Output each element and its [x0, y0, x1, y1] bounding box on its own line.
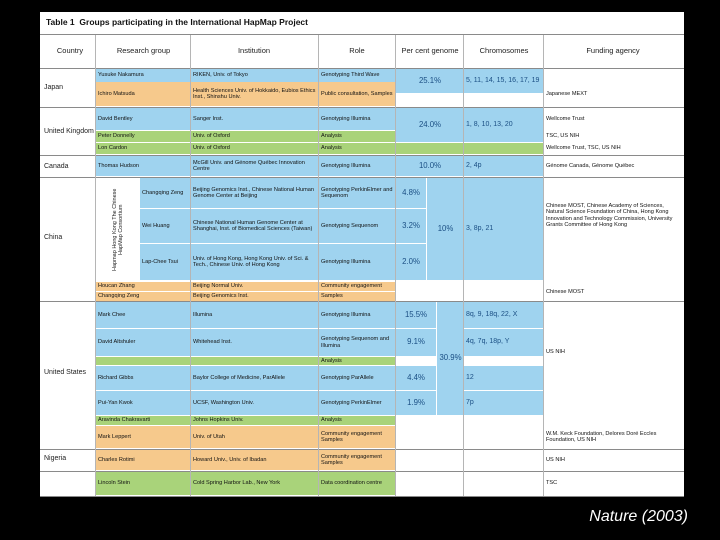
institution-cell: Univ. of Oxford: [191, 131, 318, 142]
role-cell: Genotyping Illumina: [319, 108, 396, 130]
group-cell: David Altshuler: [96, 329, 191, 356]
divider: [40, 449, 684, 450]
group-cell: Changqing Zeng: [96, 292, 191, 301]
percent-cell: 25.1%: [396, 69, 464, 93]
table-title: Table 1 Groups participating in the International HapMap Project: [46, 17, 308, 27]
funding-cell: US NIH: [544, 450, 682, 470]
funding-cell: Chinese MOST, Chinese Academy of Sciences, Natural Science Foundation of China, Hong Kong Innovation and Technology Commission, University Grants Committee of Hong Kong: [544, 202, 682, 264]
divider: [40, 496, 684, 497]
divider: [40, 107, 684, 108]
percent-cell: 24.0%: [396, 108, 464, 142]
header-chromosomes: Chromosomes: [479, 46, 529, 55]
funding-cell: TSC: [544, 472, 682, 495]
group-cell: Thomas Hudson: [96, 156, 191, 176]
institution-cell: Whitehead Inst.: [191, 329, 318, 356]
funding-cell: TSC, US NIH: [544, 131, 682, 142]
header-role: Role: [349, 46, 365, 55]
funding-cell: Japanese MEXT: [544, 82, 682, 106]
role-cell: Genotyping Illumina: [319, 244, 396, 280]
percent-cell: 3.2%: [396, 209, 426, 243]
funding-cell: Wellcome Trust, TSC, US NIH: [544, 143, 682, 154]
role-cell: Genotyping PerkinElmer and Sequenom: [319, 178, 396, 208]
institution-cell: Beijing Normal Univ.: [191, 282, 318, 291]
header-country: Country: [56, 46, 84, 55]
funding-cell: Wellcome Trust: [544, 108, 682, 130]
role-cell: Genotyping Third Wave: [319, 69, 396, 82]
chromosomes-cell: 1, 8, 10, 13, 20: [464, 108, 544, 142]
column-divider: [395, 35, 396, 496]
institution-cell: Univ. of Hong Kong, Hong Kong Univ. of Sci. & Tech., Chinese Univ. of Hong Kong: [191, 244, 318, 280]
role-cell: Community engagement Samples: [319, 426, 396, 448]
percent-cell: 10.0%: [396, 156, 464, 176]
chromosomes-cell: 8q, 9, 18q, 22, X: [464, 302, 544, 328]
group-cell: Peter Donnelly: [96, 131, 191, 142]
divider: [40, 155, 684, 156]
column-divider: [463, 35, 464, 496]
percent-cell: 1.9%: [396, 391, 436, 415]
group-cell: Wei Huang: [140, 209, 191, 243]
country-canada: Canada: [44, 162, 69, 170]
role-cell: Analysis: [319, 416, 396, 425]
institution-cell: Johns Hopkins Univ.: [191, 416, 318, 425]
chromosomes-cell: 12: [464, 366, 544, 390]
percent-cell: 4.4%: [396, 366, 436, 390]
institution-cell: Howard Univ., Univ. of Ibadan: [191, 450, 318, 470]
percent-total-cell: 10%: [427, 178, 464, 280]
country-uk: United Kingdom: [44, 127, 94, 135]
column-divider: [318, 35, 319, 496]
chromosomes-cell: 4q, 7q, 18p, Y: [464, 329, 544, 356]
divider: [40, 68, 684, 69]
role-cell: Genotyping ParAllele: [319, 366, 396, 390]
header-funding-agency: Funding agency: [586, 46, 640, 55]
role-cell: Samples: [319, 292, 396, 301]
column-divider: [95, 35, 96, 496]
group-cell: Changqing Zeng: [140, 178, 191, 208]
funding-cell: Chinese MOST: [544, 284, 682, 300]
role-cell: Analysis: [319, 131, 396, 142]
analysis-fill: [396, 143, 544, 154]
percent-cell: 2.0%: [396, 244, 426, 280]
chromosomes-cell: 5, 11, 14, 15, 16, 17, 19: [464, 69, 544, 93]
country-japan: Japan: [44, 84, 64, 91]
role-cell: Genotyping Illumina: [319, 302, 396, 328]
percent-total-cell: 30.9%: [437, 302, 464, 415]
chromosomes-cell: 3, 8p, 21: [464, 178, 544, 280]
source-credit: Nature (2003): [589, 508, 688, 525]
institution-cell: UCSF, Washington Univ.: [191, 391, 318, 415]
role-cell: Genotyping PerkinElmer: [319, 391, 396, 415]
role-cell: Data coordination centre: [319, 472, 396, 495]
institution-cell: Baylor College of Medicine, ParAllele: [191, 366, 318, 390]
role-cell: Analysis: [319, 357, 396, 365]
group-cell: Lap-Chee Tsui: [140, 244, 191, 280]
column-divider: [190, 35, 191, 496]
role-cell: Genotyping Illumina: [319, 156, 396, 176]
divider: [40, 177, 684, 178]
column-divider: [543, 35, 544, 496]
group-cell: Lon Cardon: [96, 143, 191, 154]
group-cell: Richard Gibbs: [96, 366, 191, 390]
country-us: United States: [44, 369, 87, 376]
group-cell: Aravinda Chakravarti: [96, 416, 191, 425]
institution-cell: McGill Univ. and Génome Québec Innovation Centre: [191, 156, 318, 176]
role-cell: Genotyping Sequenom: [319, 209, 396, 243]
chromosomes-cell: 2, 4p: [464, 156, 544, 176]
institution-cell: RIKEN, Univ. of Tokyo: [191, 69, 318, 82]
divider: [40, 471, 684, 472]
institution-cell: Chinese National Human Genome Center at Shanghai, Inst. of Biomedical Sciences (Taiwan): [191, 209, 318, 243]
institution-cell: Univ. of Utah: [191, 426, 318, 448]
institution-cell: Beijing Genomics Inst.: [191, 292, 318, 301]
role-cell: Public consultation, Samples: [319, 82, 396, 106]
group-cell: Houcan Zhang: [96, 282, 191, 291]
divider: [40, 34, 684, 35]
institution-cell: Beijing Genomics Inst., Chinese National Human Genome Center at Beijing: [191, 178, 318, 208]
funding-cell: US NIH: [544, 342, 682, 362]
institution-cell: Univ. of Oxford: [191, 143, 318, 154]
role-cell: Analysis: [319, 143, 396, 154]
group-cell: Yusuke Nakamura: [96, 69, 191, 82]
country-china: China: [44, 234, 63, 241]
country-nigeria: Nigeria: [44, 455, 67, 462]
role-cell: Genotyping Sequenom and Illumina: [319, 329, 396, 356]
group-cell: Charles Rotimi: [96, 450, 191, 470]
divider: [40, 301, 684, 302]
institution-cell: Cold Spring Harbor Lab., New York: [191, 472, 318, 495]
group-cell: David Bentley: [96, 108, 191, 130]
institution-cell: Sanger Inst.: [191, 108, 318, 130]
funding-cell: W.M. Keck Foundation, Delores Doré Eccles Foundation, US NIH: [544, 426, 682, 448]
header-institution: Institution: [237, 46, 271, 55]
group-cell: Pui-Yan Kwok: [96, 391, 191, 415]
role-cell: Community engagement: [319, 282, 396, 291]
header-research-group: Research group: [116, 46, 171, 55]
table-sheet: [40, 12, 684, 497]
group-cell: Mark Leppert: [96, 426, 191, 448]
institution-cell: Illumina: [191, 302, 318, 328]
group-cell: Mark Chee: [96, 302, 191, 328]
funding-cell: Génome Canada, Génome Québec: [544, 156, 682, 176]
chromosomes-cell: 7p: [464, 391, 544, 415]
header-percent-genome: Per cent genome: [401, 46, 459, 55]
role-cell: Community engagement Samples: [319, 450, 396, 470]
percent-cell: 15.5%: [396, 302, 436, 328]
percent-cell: 9.1%: [396, 329, 436, 356]
percent-cell: 4.8%: [396, 178, 426, 208]
group-cell: Ichiro Matsuda: [96, 82, 191, 106]
group-cell: Lincoln Stein: [96, 472, 191, 495]
institution-cell: Health Sciences Univ. of Hokkaido, Eubios Ethics Inst., Shinshu Univ.: [191, 82, 318, 106]
consortium-label: Hapmap Hong Kong The Chinese HapMap Consortium: [112, 188, 124, 272]
